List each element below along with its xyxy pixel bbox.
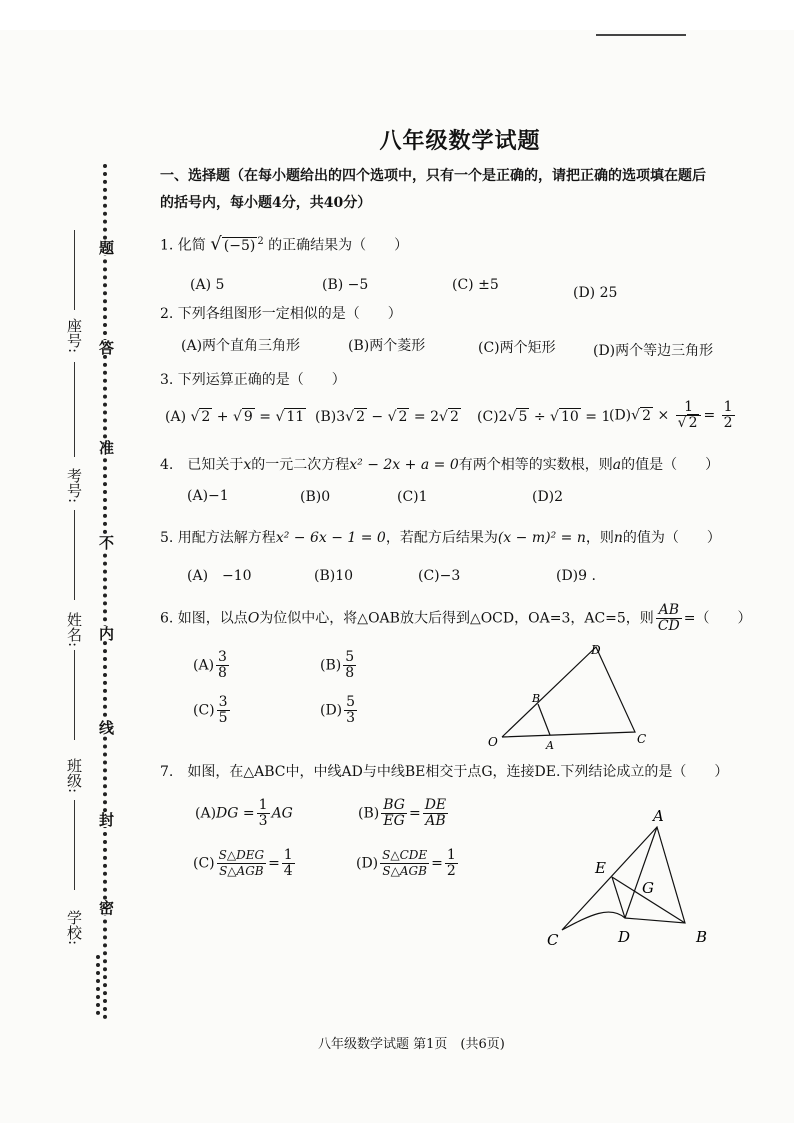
q7-b-frac2 <box>423 798 448 829</box>
q7-a-frac <box>257 798 270 829</box>
q3-d-res-num: 1 <box>723 399 733 415</box>
exam-title: 八年级数学试题 <box>379 128 541 154</box>
q1-stem-tail: 的正确结果为（ ） <box>268 237 409 254</box>
q7-a-rhs: AG <box>271 805 293 822</box>
q7-stem: 7. 如图，在△ABC中，中线AD与中线BE相交于点G，连接DE.下列结论成立的是（ ） <box>160 764 729 780</box>
q6-figure <box>480 640 660 755</box>
q7-c-frac2 <box>282 848 295 879</box>
q3-a-root3: 11 <box>286 409 305 425</box>
q3-option-d: (D)√ 2 × $\frac{1}{√ 2}$ = $\frac{1}{2}$ <box>609 399 733 431</box>
q6-point-o: O <box>247 610 260 627</box>
seat-number-blank <box>74 230 75 310</box>
q7-a-lhs: DG = <box>216 805 255 822</box>
q3-option-c: (C)2√ 5 ÷ √ 10 = 1 <box>477 409 611 425</box>
q3-d-result <box>722 400 735 431</box>
q4-var-a: a <box>612 457 622 473</box>
q7-b-den1: EG <box>383 813 405 829</box>
q7-b-label: (B) <box>358 805 380 822</box>
q6-label-d: D <box>591 643 601 657</box>
q4-stem-tail: 的值是（ ） <box>621 457 720 473</box>
q6-d-num: 5 <box>346 694 356 710</box>
q7-a-num: 1 <box>258 797 268 813</box>
q3-c-root1: 5 <box>518 409 528 425</box>
q5-option-d: (D)9 . <box>556 568 596 584</box>
q1-option-a: (A) 5 <box>190 277 225 293</box>
q3-b-coef2: 2 <box>430 409 440 425</box>
q1-option-d: (D) 25 <box>573 285 618 301</box>
q6-ratio-num: AB <box>656 603 682 619</box>
q6-option-c <box>193 695 232 726</box>
q4-var-x: x <box>243 457 252 473</box>
q3-b-root2: 2 <box>398 409 408 425</box>
q5-stem-pre: 5. 用配方法解方程 <box>160 530 276 546</box>
q6-b-frac <box>343 650 356 681</box>
q3-b-root1: 2 <box>356 409 365 425</box>
q3-b-root3: 2 <box>449 409 459 425</box>
q3-d-fraction <box>676 400 702 431</box>
q2-option-b: (B)两个菱形 <box>348 338 426 354</box>
binding-dotted-line-outer <box>96 955 100 1015</box>
q6-triangle-ocd <box>502 647 635 737</box>
q7-segment-de <box>612 877 625 918</box>
q1-radicand: (−5) <box>223 237 256 254</box>
q7-label-g: G <box>642 879 654 897</box>
q3-b-coef1: 3 <box>336 409 346 425</box>
seal-char-5: 不 <box>97 535 115 550</box>
q5-var-n: n <box>613 530 623 546</box>
q6-stem-pre: 6. 如图，以点 <box>160 610 248 627</box>
q4-option-d: (D)2 <box>532 489 564 505</box>
q7-b-num1: BG <box>383 797 405 813</box>
name-blank <box>74 510 75 600</box>
q7-a-den: 3 <box>258 813 268 829</box>
q3-option-a: (A) √ 2 + √ 9 = √ 11 <box>165 409 305 425</box>
q1-option-b: (B) −5 <box>322 277 369 293</box>
q4-option-b: (B)0 <box>300 489 331 505</box>
q2-option-d: (D)两个等边三角形 <box>593 343 714 359</box>
q1-stem <box>160 232 408 256</box>
class-label: 班级: <box>65 758 83 794</box>
q4-stem <box>160 455 719 475</box>
q7-option-a <box>195 798 293 829</box>
q6-stem <box>160 603 751 634</box>
seat-number-label: 座号: <box>65 318 83 354</box>
q6-b-num: 5 <box>345 649 355 665</box>
q6-b-label: (B) <box>320 657 342 674</box>
q3-a-root1: 2 <box>201 409 211 425</box>
radical-sign: √ <box>210 233 222 255</box>
q4-stem-pre: 4. 已知关于 <box>160 457 244 473</box>
q7-d-frac2 <box>445 848 458 879</box>
q5-option-a: (A) −10 <box>187 568 252 584</box>
q3-b-label: (B) <box>315 409 337 425</box>
q6-c-label: (C) <box>193 702 215 719</box>
q7-d-den2: 2 <box>446 863 456 879</box>
seal-char-3: 线 <box>97 720 115 735</box>
scan-top-edge <box>0 0 794 30</box>
q6-a-frac <box>216 650 229 681</box>
q2-stem: 2. 下列各组图形一定相似的是（ ） <box>160 306 402 322</box>
q6-ratio-den: CD <box>657 618 680 634</box>
q1-option-c: (C) ±5 <box>452 277 499 293</box>
q5-option-b: (B)10 <box>314 568 354 584</box>
q6-b-den: 8 <box>345 665 355 681</box>
q6-label-c: C <box>637 732 647 746</box>
q7-label-c: C <box>547 931 559 949</box>
page-footer: 八年级数学试题 第1页 (共6页) <box>318 1037 505 1052</box>
q7-b-num2: DE <box>424 797 447 813</box>
q3-d-frac-num: 1 <box>676 400 702 416</box>
q3-c-coef: 2 <box>498 409 508 425</box>
q5-stem-tail: 的值为（ ） <box>622 530 721 546</box>
q7-median-ad <box>625 827 657 918</box>
school-blank <box>74 800 75 890</box>
q6-d-den: 3 <box>346 710 356 726</box>
q6-stem-mid: 为位似中心，将△OAB放大后得到△OCD，OA=3，AC=5，则 <box>259 610 654 627</box>
q6-segment-ab <box>538 704 550 735</box>
q6-d-label: (D) <box>320 702 343 719</box>
q7-label-b: B <box>696 928 708 946</box>
section-heading-line2: 的括号内，每小题4分，共40分） <box>160 195 372 211</box>
q3-d-label: (D) <box>609 407 632 424</box>
q3-d-root: 2 <box>642 407 651 424</box>
q5-result-form: (x − m)² = n <box>497 530 586 546</box>
q1-exponent: 2 <box>257 236 264 247</box>
q3-d-frac-den-root: 2 <box>688 415 698 431</box>
q3-c-root2: 10 <box>560 409 579 425</box>
q6-c-num: 3 <box>218 694 228 710</box>
q7-a-label: (A) <box>195 805 217 822</box>
name-label: 姓名: <box>65 612 83 648</box>
q7-figure <box>540 805 720 950</box>
q6-a-den: 8 <box>218 665 227 681</box>
q7-c-label: (C) <box>193 855 215 872</box>
q3-d-res-den: 2 <box>723 415 733 431</box>
q4-option-a: (A)−1 <box>187 488 229 504</box>
q7-option-d: (D) $\frac{\text{S△CDE}}{\text{S△AGB}}$ = $\frac{1}{2}$ <box>356 847 456 879</box>
q1-stem-text: 1. 化简 <box>160 237 206 254</box>
q7-c-den1: S△AGB <box>219 864 264 878</box>
seal-char-2: 封 <box>97 812 115 827</box>
q7-option-b: (B) $\frac{BG}{EG}$ = $\frac{DE}{AB}$ <box>358 797 447 829</box>
q6-option-a <box>193 650 231 681</box>
school-label: 学校: <box>65 910 83 946</box>
q6-option-d <box>320 695 359 726</box>
q6-a-label: (A) <box>193 657 215 674</box>
q5-equation: x² − 6x − 1 = 0 <box>275 530 386 546</box>
q2-option-c: (C)两个矩形 <box>478 340 556 356</box>
q6-c-frac <box>217 695 230 726</box>
q6-label-b: B <box>532 692 541 705</box>
q7-option-c: (C) $\frac{\text{S△DEG}}{\text{S△AGB}}$ = $\frac{1}{4}$ <box>193 847 293 879</box>
seal-char-8: 题 <box>97 240 115 255</box>
q3-stem: 3. 下列运算正确的是（ ） <box>160 372 346 388</box>
class-blank <box>74 650 75 740</box>
seal-char-7: 答 <box>97 340 115 355</box>
q5-option-c: (C)−3 <box>418 568 461 584</box>
q6-option-b <box>320 650 358 681</box>
q6-a-num: 3 <box>218 649 227 665</box>
q4-stem-mid: 的一元二次方程 <box>251 457 350 473</box>
scan-mark <box>596 34 686 36</box>
seal-char-1: 密 <box>97 900 115 915</box>
binding-dotted-line-inner <box>103 164 107 1020</box>
q5-stem <box>160 528 721 548</box>
q6-c-den: 5 <box>218 710 228 726</box>
q7-d-label: (D) <box>356 855 379 872</box>
q3-c-label: (C) <box>477 409 499 425</box>
q6-d-frac <box>344 695 357 726</box>
q7-b-den2: AB <box>425 813 446 829</box>
q3-option-b: (B)3√ 2 − √ 2 = 2√ 2 <box>315 409 459 425</box>
section-heading-line1: 一、选择题（在每小题给出的四个选项中，只有一个是正确的，请把正确的选项填在题后 <box>160 168 706 184</box>
q4-equation: x² − 2x + a = 0 <box>349 457 459 473</box>
exam-number-label: 考号: <box>65 468 83 504</box>
q2-option-a: (A)两个直角三角形 <box>181 338 301 354</box>
q3-d-frac-den: √ 2 <box>677 415 698 431</box>
q6-ratio <box>656 603 682 634</box>
q3-a-label: (A) <box>165 409 187 425</box>
q7-label-e: E <box>595 859 606 877</box>
q7-c-den2: 4 <box>283 863 293 879</box>
q4-stem-post: 有两个相等的实数根，则 <box>458 457 613 473</box>
q7-c-frac1 <box>217 848 266 879</box>
q7-b-frac1 <box>381 798 407 829</box>
q6-stem-tail: =（ ） <box>683 610 752 627</box>
q3-a-root2: 9 <box>243 409 253 425</box>
q5-stem-mid: ，若配方后结果为 <box>385 530 498 546</box>
q4-option-c: (C)1 <box>397 489 428 505</box>
q7-d-frac1 <box>380 848 429 879</box>
q7-label-d: D <box>618 928 631 946</box>
q7-c-num1: S△DEG <box>218 848 265 862</box>
q3-c-result: 1 <box>601 409 611 425</box>
q7-label-a: A <box>653 807 664 825</box>
q6-label-a: A <box>546 739 554 752</box>
seal-char-4: 内 <box>97 626 115 641</box>
seal-char-6: 准 <box>97 440 115 455</box>
q7-d-num2: 1 <box>446 847 456 863</box>
q7-c-num2: 1 <box>283 847 293 863</box>
q5-stem-post: ，则 <box>585 530 614 546</box>
exam-number-blank <box>74 362 75 457</box>
q6-label-o: O <box>488 735 498 749</box>
q7-d-den1: S△AGB <box>382 864 427 878</box>
q7-d-num1: S△CDE <box>382 848 428 862</box>
